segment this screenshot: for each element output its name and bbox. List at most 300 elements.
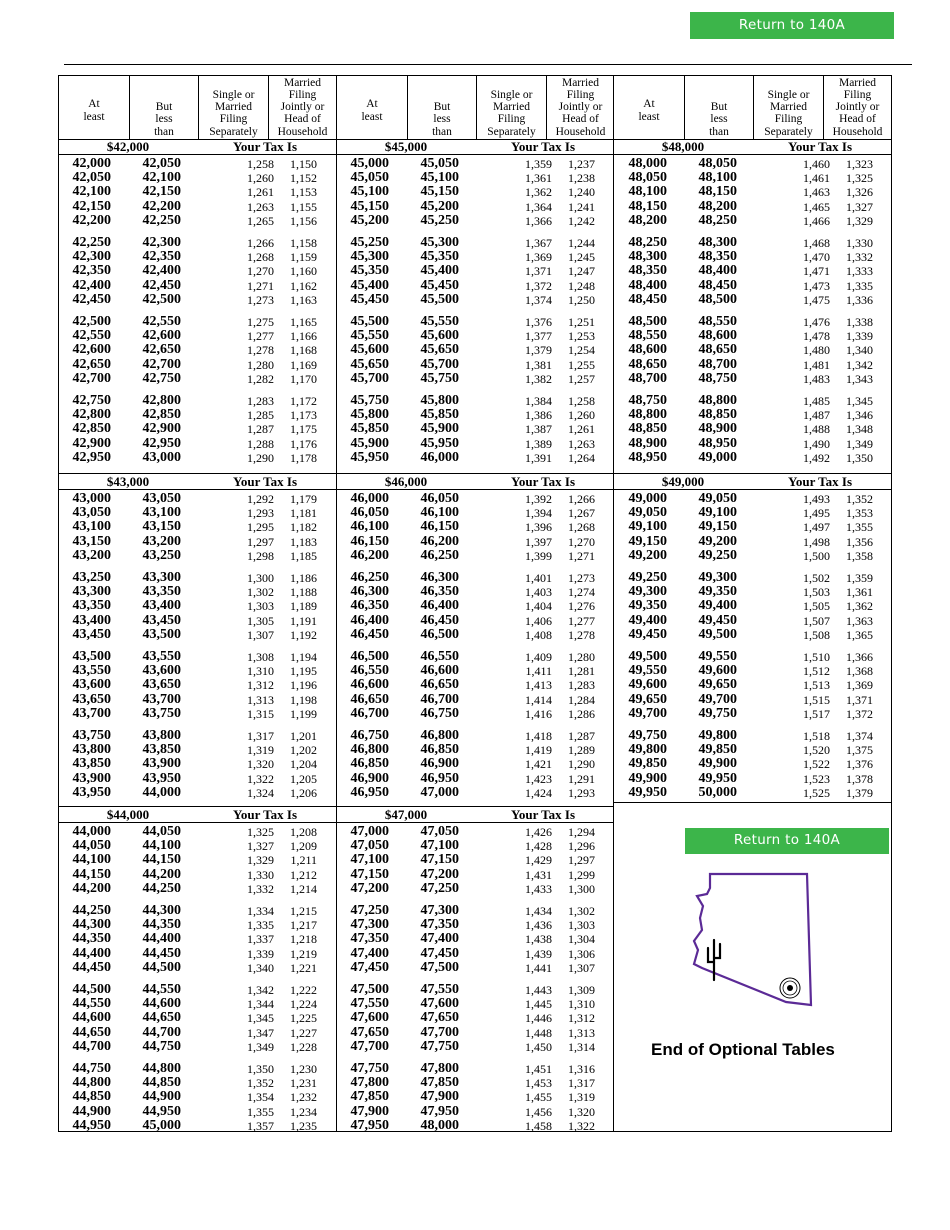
married-tax-value: 1,227 bbox=[290, 1025, 317, 1040]
single-tax-value: 1,337 bbox=[247, 932, 274, 947]
married-tax-value: 1,342 bbox=[846, 357, 873, 372]
but-less-than-value: 43,250 bbox=[142, 547, 181, 563]
but-less-than-value: 45,200 bbox=[420, 198, 459, 214]
single-header bbox=[753, 76, 823, 139]
married-tax-value: 1,350 bbox=[846, 450, 873, 465]
single-tax-value: 1,525 bbox=[803, 785, 830, 800]
married-tax-value: 1,189 bbox=[290, 599, 317, 614]
single-tax-value: 1,456 bbox=[525, 1104, 552, 1119]
married-tax-value: 1,338 bbox=[846, 315, 873, 329]
married-tax-value: 1,169 bbox=[290, 357, 317, 372]
single-tax-value: 1,487 bbox=[803, 408, 830, 423]
table-row bbox=[614, 422, 892, 436]
but-less-than-value: 46,800 bbox=[420, 728, 459, 743]
at-least-header-line: least bbox=[361, 110, 383, 123]
table-row bbox=[614, 315, 892, 329]
married-tax-value: 1,231 bbox=[290, 1076, 317, 1091]
at-least-value: 47,900 bbox=[350, 1103, 389, 1119]
single-tax-value: 1,369 bbox=[525, 250, 552, 265]
married-tax-value: 1,349 bbox=[846, 436, 873, 451]
section-header bbox=[59, 807, 336, 822]
single-tax-value: 1,446 bbox=[525, 1011, 552, 1026]
single-tax-value: 1,283 bbox=[247, 394, 274, 408]
single-tax-value: 1,492 bbox=[803, 450, 830, 465]
married-tax-value: 1,368 bbox=[846, 664, 873, 679]
table-row bbox=[59, 707, 336, 721]
at-least-header-line: At bbox=[366, 98, 378, 111]
single-tax-value: 1,431 bbox=[525, 867, 552, 882]
table-row bbox=[337, 250, 614, 264]
return-to-140a-button[interactable]: Return to 140A bbox=[690, 12, 894, 39]
table-row bbox=[337, 868, 614, 882]
but-less-than-value: 42,600 bbox=[142, 328, 181, 344]
table-row bbox=[59, 250, 336, 264]
table-row bbox=[59, 279, 336, 293]
but-less-than-value: 45,300 bbox=[420, 235, 459, 250]
table-column-group bbox=[59, 76, 336, 1131]
married-tax-value: 1,375 bbox=[846, 743, 873, 758]
table-row bbox=[614, 772, 892, 786]
table-row bbox=[59, 983, 336, 997]
but-less-than-header bbox=[129, 76, 198, 139]
at-least-value: 42,600 bbox=[72, 342, 111, 358]
at-least-value: 49,350 bbox=[628, 598, 667, 614]
your-tax-is-label: Your Tax Is bbox=[232, 807, 298, 822]
table-row bbox=[59, 451, 336, 465]
at-least-value: 45,100 bbox=[350, 184, 389, 200]
single-tax-value: 1,520 bbox=[803, 743, 830, 758]
at-least-value: 48,700 bbox=[628, 370, 667, 386]
but-less-than-value: 46,350 bbox=[420, 584, 459, 600]
single-header-line: Single or bbox=[212, 88, 255, 101]
married-tax-value: 1,192 bbox=[290, 627, 317, 642]
at-least-value: 44,050 bbox=[72, 838, 111, 854]
but-less-than-value: 46,600 bbox=[420, 663, 459, 679]
at-least-value: 44,300 bbox=[72, 917, 111, 933]
but-less-than-value: 45,250 bbox=[420, 212, 459, 228]
married-tax-value: 1,352 bbox=[846, 492, 873, 506]
single-header-line: Separately bbox=[764, 125, 813, 138]
married-tax-value: 1,188 bbox=[290, 585, 317, 600]
single-tax-value: 1,461 bbox=[803, 171, 830, 186]
single-tax-value: 1,339 bbox=[247, 946, 274, 961]
at-least-value: 45,800 bbox=[350, 407, 389, 423]
at-least-value: 46,250 bbox=[350, 570, 389, 585]
at-least-value: 44,600 bbox=[72, 1010, 111, 1026]
table-row bbox=[614, 451, 892, 465]
at-least-value: 47,600 bbox=[350, 1010, 389, 1026]
single-tax-value: 1,350 bbox=[247, 1062, 274, 1076]
tax-bracket-section bbox=[59, 473, 336, 808]
table-row bbox=[614, 492, 892, 506]
but-less-than-value: 42,550 bbox=[142, 314, 181, 329]
income-bracket-label: $48,000 bbox=[661, 139, 705, 154]
married-tax-value: 1,219 bbox=[290, 946, 317, 961]
but-less-than-value: 43,600 bbox=[142, 663, 181, 679]
single-tax-value: 1,298 bbox=[247, 548, 274, 563]
at-least-value: 48,100 bbox=[628, 184, 667, 200]
table-row bbox=[614, 200, 892, 214]
but-less-than-value: 42,800 bbox=[142, 393, 181, 408]
table-row bbox=[59, 408, 336, 422]
but-less-than-value: 46,650 bbox=[420, 677, 459, 693]
table-row bbox=[59, 997, 336, 1011]
but-less-than-value: 42,250 bbox=[142, 212, 181, 228]
but-less-than-value: 42,300 bbox=[142, 235, 181, 250]
but-less-than-value: 44,200 bbox=[142, 866, 181, 882]
table-row bbox=[59, 918, 336, 932]
single-tax-value: 1,403 bbox=[525, 585, 552, 600]
table-row bbox=[337, 200, 614, 214]
single-tax-value: 1,310 bbox=[247, 664, 274, 679]
single-tax-value: 1,386 bbox=[525, 408, 552, 423]
but-less-than-header-line: But bbox=[155, 101, 173, 114]
but-less-than-value: 49,150 bbox=[698, 519, 737, 535]
single-tax-value: 1,421 bbox=[525, 757, 552, 772]
single-tax-value: 1,510 bbox=[803, 650, 830, 664]
tax-bracket-section bbox=[337, 139, 614, 473]
table-row bbox=[59, 650, 336, 664]
section-header bbox=[59, 139, 336, 154]
table-row bbox=[337, 437, 614, 451]
married-tax-value: 1,224 bbox=[290, 997, 317, 1012]
married-tax-value: 1,339 bbox=[846, 329, 873, 344]
at-least-value: 42,300 bbox=[72, 249, 111, 265]
single-tax-value: 1,399 bbox=[525, 548, 552, 563]
table-row bbox=[59, 1105, 336, 1119]
table-row bbox=[337, 693, 614, 707]
at-least-value: 45,750 bbox=[350, 393, 389, 408]
married-tax-value: 1,166 bbox=[290, 329, 317, 344]
single-tax-value: 1,352 bbox=[247, 1076, 274, 1091]
at-least-value: 45,900 bbox=[350, 435, 389, 451]
but-less-than-value: 49,250 bbox=[698, 547, 737, 563]
at-least-value: 46,000 bbox=[350, 491, 389, 506]
income-bracket-label: $42,000 bbox=[106, 139, 150, 154]
at-least-value: 49,450 bbox=[628, 626, 667, 642]
but-less-than-value: 48,250 bbox=[698, 212, 737, 228]
single-tax-value: 1,355 bbox=[247, 1104, 274, 1119]
married-tax-value: 1,201 bbox=[290, 729, 317, 743]
at-least-value: 46,450 bbox=[350, 626, 389, 642]
at-least-value: 46,900 bbox=[350, 770, 389, 786]
but-less-than-value: 49,650 bbox=[698, 677, 737, 693]
but-less-than-value: 47,850 bbox=[420, 1075, 459, 1091]
married-header-line: Head of bbox=[562, 113, 599, 126]
at-least-value: 42,000 bbox=[72, 156, 111, 171]
single-tax-value: 1,523 bbox=[803, 771, 830, 786]
table-row bbox=[614, 171, 892, 185]
at-least-value: 48,450 bbox=[628, 291, 667, 307]
table-row bbox=[59, 1062, 336, 1076]
married-tax-value: 1,297 bbox=[568, 853, 595, 868]
single-tax-value: 1,497 bbox=[803, 520, 830, 535]
married-tax-value: 1,257 bbox=[568, 371, 595, 386]
single-tax-value: 1,490 bbox=[803, 436, 830, 451]
single-tax-value: 1,468 bbox=[803, 236, 830, 250]
table-row bbox=[337, 585, 614, 599]
table-row bbox=[59, 786, 336, 800]
but-less-than-value: 43,650 bbox=[142, 677, 181, 693]
return-to-140a-button-bottom[interactable]: Return to 140A bbox=[685, 828, 889, 854]
married-tax-value: 1,235 bbox=[290, 1118, 317, 1133]
table-row bbox=[59, 358, 336, 372]
single-header-line: Married bbox=[769, 101, 808, 114]
but-less-than-value: 45,900 bbox=[420, 421, 459, 437]
section-header bbox=[337, 139, 614, 154]
at-least-value: 48,200 bbox=[628, 212, 667, 228]
but-less-than-value: 49,700 bbox=[698, 691, 737, 707]
married-tax-value: 1,346 bbox=[846, 408, 873, 423]
single-tax-value: 1,476 bbox=[803, 315, 830, 329]
at-least-value: 42,700 bbox=[72, 370, 111, 386]
at-least-value: 47,200 bbox=[350, 880, 389, 896]
single-tax-value: 1,381 bbox=[525, 357, 552, 372]
but-less-than-value: 49,750 bbox=[698, 705, 737, 721]
at-least-value: 48,550 bbox=[628, 328, 667, 344]
table-row bbox=[614, 549, 892, 563]
married-tax-value: 1,323 bbox=[846, 157, 873, 171]
but-less-than-value: 49,350 bbox=[698, 584, 737, 600]
but-less-than-value: 46,050 bbox=[420, 491, 459, 506]
but-less-than-value: 44,450 bbox=[142, 945, 181, 961]
single-tax-value: 1,379 bbox=[525, 343, 552, 358]
table-row bbox=[337, 358, 614, 372]
but-less-than-value: 46,250 bbox=[420, 547, 459, 563]
married-tax-value: 1,314 bbox=[568, 1039, 595, 1054]
married-header bbox=[268, 76, 336, 139]
single-tax-value: 1,503 bbox=[803, 585, 830, 600]
but-less-than-value: 47,250 bbox=[420, 880, 459, 896]
single-tax-value: 1,436 bbox=[525, 918, 552, 933]
table-row bbox=[337, 664, 614, 678]
but-less-than-value: 46,150 bbox=[420, 519, 459, 535]
married-tax-value: 1,369 bbox=[846, 678, 873, 693]
table-row bbox=[59, 839, 336, 853]
married-header-line: Jointly or bbox=[558, 101, 603, 114]
single-tax-value: 1,288 bbox=[247, 436, 274, 451]
at-least-value: 49,400 bbox=[628, 612, 667, 628]
at-least-value: 47,050 bbox=[350, 838, 389, 854]
married-tax-value: 1,316 bbox=[568, 1062, 595, 1076]
at-least-value: 43,300 bbox=[72, 584, 111, 600]
but-less-than-value: 44,150 bbox=[142, 852, 181, 868]
single-tax-value: 1,453 bbox=[525, 1076, 552, 1091]
at-least-value: 43,200 bbox=[72, 547, 111, 563]
table-row bbox=[59, 825, 336, 839]
arizona-map-icon bbox=[690, 868, 815, 1008]
but-less-than-value: 48,850 bbox=[698, 407, 737, 423]
single-tax-value: 1,270 bbox=[247, 264, 274, 279]
at-least-value: 46,800 bbox=[350, 742, 389, 758]
married-tax-value: 1,225 bbox=[290, 1011, 317, 1026]
your-tax-is-label: Your Tax Is bbox=[510, 139, 576, 154]
single-tax-value: 1,372 bbox=[525, 278, 552, 293]
married-tax-value: 1,206 bbox=[290, 785, 317, 800]
married-tax-value: 1,242 bbox=[568, 213, 595, 228]
at-least-value: 42,550 bbox=[72, 328, 111, 344]
single-tax-value: 1,263 bbox=[247, 199, 274, 214]
single-tax-value: 1,271 bbox=[247, 278, 274, 293]
at-least-value: 47,350 bbox=[350, 931, 389, 947]
at-least-value: 48,500 bbox=[628, 314, 667, 329]
but-less-than-value: 45,500 bbox=[420, 291, 459, 307]
married-tax-value: 1,309 bbox=[568, 983, 595, 997]
but-less-than-value: 47,350 bbox=[420, 917, 459, 933]
table-row bbox=[59, 868, 336, 882]
table-row bbox=[337, 236, 614, 250]
table-row bbox=[337, 961, 614, 975]
table-row bbox=[337, 650, 614, 664]
married-tax-value: 1,359 bbox=[846, 571, 873, 585]
married-tax-value: 1,209 bbox=[290, 839, 317, 854]
table-row bbox=[337, 264, 614, 278]
at-least-value: 48,600 bbox=[628, 342, 667, 358]
at-least-value: 46,950 bbox=[350, 784, 389, 800]
but-less-than-value: 43,850 bbox=[142, 742, 181, 758]
married-tax-value: 1,313 bbox=[568, 1025, 595, 1040]
table-row bbox=[614, 214, 892, 228]
at-least-value: 45,350 bbox=[350, 263, 389, 279]
at-least-value: 45,850 bbox=[350, 421, 389, 437]
married-tax-value: 1,186 bbox=[290, 571, 317, 585]
table-row bbox=[337, 757, 614, 771]
table-row bbox=[59, 693, 336, 707]
but-less-than-header-line: than bbox=[432, 125, 452, 138]
married-tax-value: 1,296 bbox=[568, 839, 595, 854]
married-tax-value: 1,374 bbox=[846, 729, 873, 743]
single-tax-value: 1,374 bbox=[525, 292, 552, 307]
single-tax-value: 1,391 bbox=[525, 450, 552, 465]
but-less-than-value: 45,150 bbox=[420, 184, 459, 200]
at-least-value: 46,850 bbox=[350, 756, 389, 772]
at-least-value: 48,150 bbox=[628, 198, 667, 214]
single-tax-value: 1,302 bbox=[247, 585, 274, 600]
column-header bbox=[337, 76, 614, 140]
but-less-than-value: 44,100 bbox=[142, 838, 181, 854]
but-less-than-value: 45,000 bbox=[142, 1117, 181, 1133]
married-tax-value: 1,268 bbox=[568, 520, 595, 535]
table-row bbox=[614, 358, 892, 372]
at-least-value: 49,600 bbox=[628, 677, 667, 693]
at-least-value: 48,350 bbox=[628, 263, 667, 279]
but-less-than-header-line: less bbox=[155, 113, 173, 126]
at-least-value: 46,350 bbox=[350, 598, 389, 614]
at-least-value: 42,400 bbox=[72, 277, 111, 293]
section-header bbox=[59, 474, 336, 489]
at-least-value: 43,550 bbox=[72, 663, 111, 679]
at-least-value: 48,850 bbox=[628, 421, 667, 437]
married-tax-value: 1,212 bbox=[290, 867, 317, 882]
but-less-than-value: 48,800 bbox=[698, 393, 737, 408]
single-tax-value: 1,297 bbox=[247, 534, 274, 549]
section-header bbox=[614, 474, 892, 489]
but-less-than-value: 43,150 bbox=[142, 519, 181, 535]
single-tax-value: 1,342 bbox=[247, 983, 274, 997]
married-tax-value: 1,322 bbox=[568, 1118, 595, 1133]
single-tax-value: 1,471 bbox=[803, 264, 830, 279]
married-tax-value: 1,255 bbox=[568, 357, 595, 372]
single-header bbox=[476, 76, 546, 139]
table-row bbox=[337, 997, 614, 1011]
married-tax-value: 1,158 bbox=[290, 236, 317, 250]
table-row bbox=[59, 961, 336, 975]
but-less-than-value: 45,550 bbox=[420, 314, 459, 329]
but-less-than-value: 48,000 bbox=[420, 1117, 459, 1133]
at-least-header bbox=[59, 76, 129, 139]
married-tax-value: 1,276 bbox=[568, 599, 595, 614]
table-row bbox=[337, 729, 614, 743]
at-least-value: 48,800 bbox=[628, 407, 667, 423]
single-tax-value: 1,317 bbox=[247, 729, 274, 743]
but-less-than-value: 43,800 bbox=[142, 728, 181, 743]
married-tax-value: 1,153 bbox=[290, 185, 317, 200]
single-tax-value: 1,258 bbox=[247, 157, 274, 171]
single-tax-value: 1,439 bbox=[525, 946, 552, 961]
single-tax-value: 1,280 bbox=[247, 357, 274, 372]
tax-bracket-section bbox=[59, 139, 336, 473]
single-tax-value: 1,261 bbox=[247, 185, 274, 200]
table-row bbox=[59, 678, 336, 692]
at-least-value: 49,200 bbox=[628, 547, 667, 563]
table-row bbox=[614, 786, 892, 800]
single-tax-value: 1,428 bbox=[525, 839, 552, 854]
married-tax-value: 1,183 bbox=[290, 534, 317, 549]
at-least-header bbox=[337, 76, 407, 139]
single-tax-value: 1,465 bbox=[803, 199, 830, 214]
table-row bbox=[59, 394, 336, 408]
married-header-line: Married bbox=[561, 76, 600, 89]
single-tax-value: 1,413 bbox=[525, 678, 552, 693]
married-tax-value: 1,361 bbox=[846, 585, 873, 600]
but-less-than-value: 49,300 bbox=[698, 570, 737, 585]
at-least-value: 44,900 bbox=[72, 1103, 111, 1119]
single-tax-value: 1,376 bbox=[525, 315, 552, 329]
table-row bbox=[59, 185, 336, 199]
married-header-line: Head of bbox=[284, 113, 321, 126]
at-least-value: 45,500 bbox=[350, 314, 389, 329]
but-less-than-value: 49,450 bbox=[698, 612, 737, 628]
at-least-value: 46,400 bbox=[350, 612, 389, 628]
section-header bbox=[337, 807, 614, 822]
but-less-than-value: 46,950 bbox=[420, 770, 459, 786]
but-less-than-value: 46,100 bbox=[420, 505, 459, 521]
at-least-header-line: least bbox=[83, 110, 105, 123]
married-tax-value: 1,234 bbox=[290, 1104, 317, 1119]
single-tax-value: 1,293 bbox=[247, 506, 274, 521]
married-tax-value: 1,376 bbox=[846, 757, 873, 772]
married-header-line: Household bbox=[555, 125, 606, 138]
at-least-value: 42,250 bbox=[72, 235, 111, 250]
married-tax-value: 1,263 bbox=[568, 436, 595, 451]
table-row bbox=[337, 422, 614, 436]
single-tax-value: 1,287 bbox=[247, 422, 274, 437]
but-less-than-value: 49,000 bbox=[698, 449, 737, 465]
single-tax-value: 1,478 bbox=[803, 329, 830, 344]
tax-bracket-section bbox=[614, 139, 892, 473]
section-header-divider bbox=[337, 822, 614, 823]
but-less-than-value: 44,750 bbox=[142, 1038, 181, 1054]
but-less-than-value: 44,700 bbox=[142, 1024, 181, 1040]
table-row bbox=[59, 664, 336, 678]
table-row bbox=[59, 422, 336, 436]
table-row bbox=[59, 343, 336, 357]
married-tax-value: 1,299 bbox=[568, 867, 595, 882]
but-less-than-value: 42,700 bbox=[142, 356, 181, 372]
at-least-value: 45,600 bbox=[350, 342, 389, 358]
married-tax-value: 1,156 bbox=[290, 213, 317, 228]
married-tax-value: 1,211 bbox=[290, 853, 317, 868]
